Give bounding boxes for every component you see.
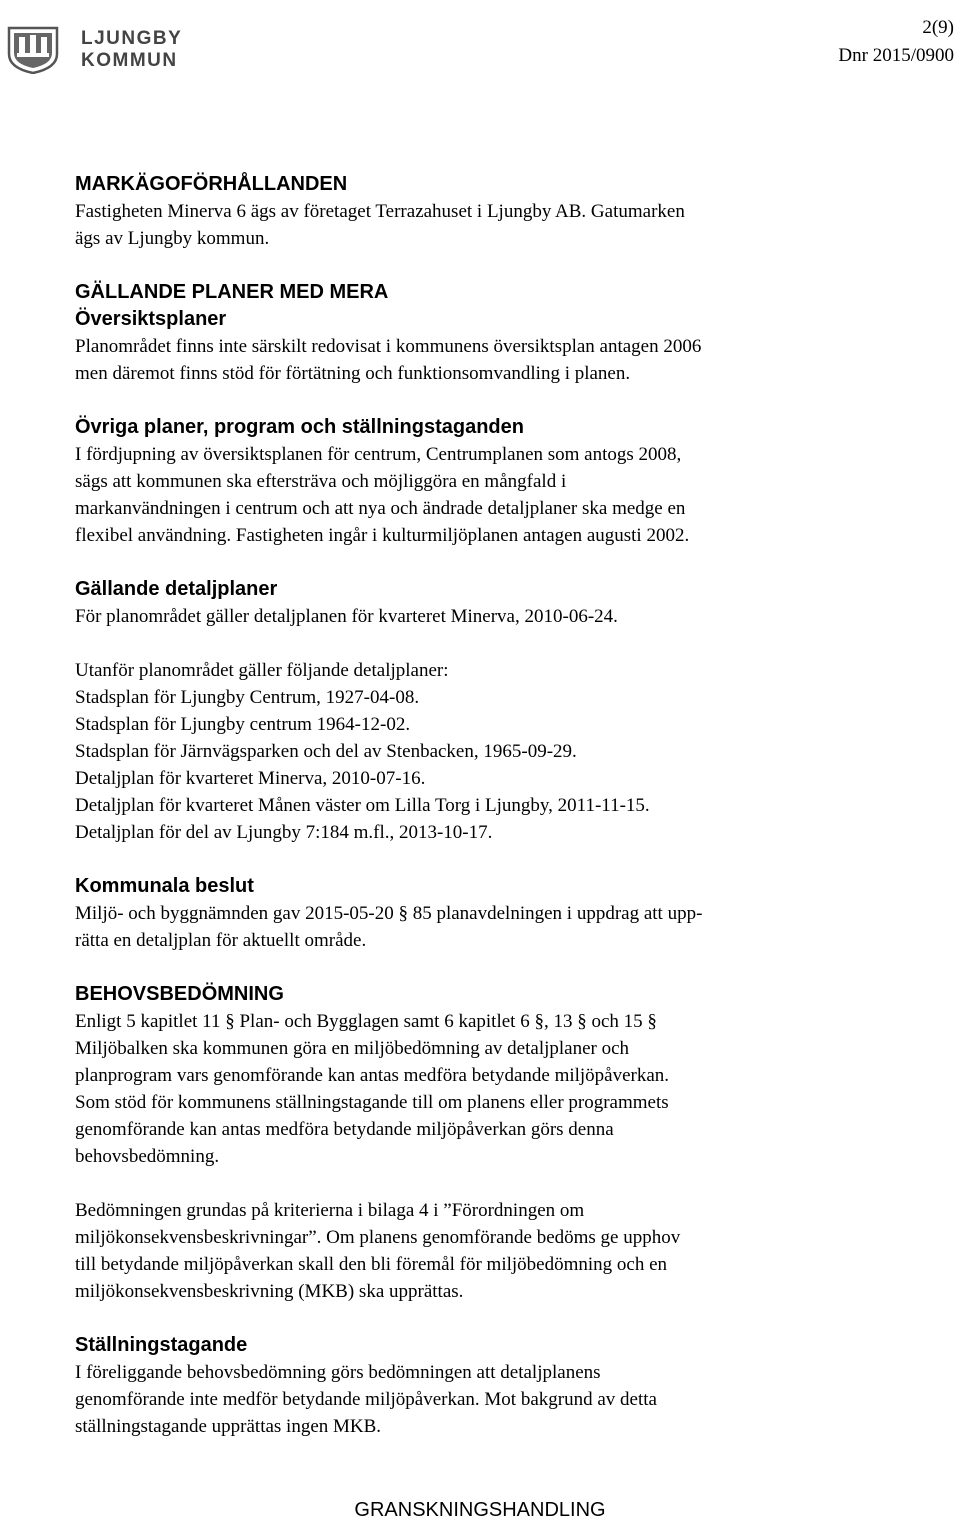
section-stallningstagande (75, 1332, 850, 1440)
text-line: miljökonsekvensbeskrivningar”. Om planens genomförande bedöms ge upphov (75, 1227, 681, 1248)
document-body (75, 171, 850, 1440)
list-item: Detaljplan för kvarteret Månen väster om Lilla Torg i Ljungby, 2011-11-15. (75, 795, 650, 816)
section-ovriga-planer (75, 414, 850, 549)
text-line: Miljöbalken ska kommunen göra en miljöbedömning av detaljplaner och (75, 1038, 630, 1059)
municipal-crest-icon (5, 24, 65, 74)
text-line: Planområdet finns inte särskilt redovisat i kommunens översiktsplan antagen 2006 (75, 336, 702, 357)
logo-line-2: KOMMUN (81, 50, 178, 71)
text-line: Utanför planområdet gäller följande detaljplaner: (75, 660, 449, 681)
text-line: rätta en detaljplan för aktuellt område. (75, 930, 367, 951)
section-heading: BEHOVSBEDÖMNING (75, 983, 284, 1005)
text-line: genomförande inte medför betydande miljöpåverkan. Mot bakgrund av detta (75, 1389, 657, 1410)
text-line: ställningstagande upprättas ingen MKB. (75, 1416, 382, 1437)
text-line: I fördjupning av översiktsplanen för centrum, Centrumplanen som antogs 2008, (75, 444, 682, 465)
logo-wordmark (81, 28, 201, 72)
logo-line-1: LJUNGBY (81, 28, 183, 49)
text-line: Fastigheten Minerva 6 ägs av företaget Terrazahuset i Ljungby AB. Gatumarken (75, 201, 685, 222)
document-reference: Dnr 2015/0900 (838, 45, 954, 66)
page-number: 2(9) (922, 17, 954, 38)
text-line: sägs att kommunen ska eftersträva och möjliggöra en mångfald i (75, 471, 567, 492)
text-line: Enligt 5 kapitlet 11 § Plan- och Bygglagen samt 6 kapitlet 6 §, 13 § och 15 § (75, 1011, 657, 1032)
text-line: till betydande miljöpåverkan skall den bli föremål för miljöbedömning och en (75, 1254, 668, 1275)
section-gallande-planer (75, 279, 850, 387)
subsection-heading: Övriga planer, program och ställningstaganden (75, 416, 524, 438)
footer-label: GRANSKNINGSHANDLING (354, 1499, 606, 1521)
list-item: Detaljplan för del av Ljungby 7:184 m.fl., 2013-10-17. (75, 822, 493, 843)
text-line: behovsbedömning. (75, 1146, 220, 1167)
section-behovsbedomning (75, 981, 850, 1305)
text-line: genomförande kan antas medföra betydande miljöpåverkan görs denna (75, 1119, 614, 1140)
section-gallande-detaljplaner (75, 576, 850, 846)
text-line: I föreliggande behovsbedömning görs bedömningen att detaljplanens (75, 1362, 601, 1383)
section-kommunala-beslut (75, 873, 850, 954)
text-line: Bedömningen grundas på kriterierna i bilaga 4 i ”Förordningen om (75, 1200, 585, 1221)
list-item: Stadsplan för Ljungby Centrum, 1927-04-08. (75, 687, 420, 708)
subsection-heading: Översiktsplaner (75, 308, 227, 330)
text-line: ägs av Ljungby kommun. (75, 228, 270, 249)
text-line: flexibel användning. Fastigheten ingår i kulturmiljöplanen antagen augusti 2002. (75, 525, 690, 546)
text-line: Som stöd för kommunens ställningstagande till om planens eller programmets (75, 1092, 669, 1113)
text-line: För planområdet gäller detaljplanen för kvarteret Minerva, 2010-06-24. (75, 606, 618, 627)
section-markagoforhallanden (75, 171, 850, 252)
ljungby-kommun-logo (5, 24, 195, 74)
subsection-heading: Kommunala beslut (75, 875, 254, 897)
subsection-heading: Ställningstagande (75, 1334, 248, 1356)
text-line: men däremot finns stöd för förtätning och funktionsomvandling i planen. (75, 363, 631, 384)
text-line: markanvändningen i centrum och att nya och ändrade detaljplaner ska medge en (75, 498, 686, 519)
list-item: Stadsplan för Ljungby centrum 1964-12-02. (75, 714, 411, 735)
list-item: Detaljplan för kvarteret Minerva, 2010-07-16. (75, 768, 426, 789)
text-line: miljökonsekvensbeskrivning (MKB) ska upprättas. (75, 1281, 464, 1302)
text-line: planprogram vars genomförande kan antas medföra betydande miljöpåverkan. (75, 1065, 670, 1086)
section-heading: MARKÄGOFÖRHÅLLANDEN (75, 173, 348, 195)
text-line: Miljö- och byggnämnden gav 2015-05-20 § 85 planavdelningen i uppdrag att upp- (75, 903, 703, 924)
section-heading: GÄLLANDE PLANER MED MERA (75, 281, 389, 303)
list-item: Stadsplan för Järnvägsparken och del av Stenbacken, 1965-09-29. (75, 741, 577, 762)
subsection-heading: Gällande detaljplaner (75, 578, 278, 600)
